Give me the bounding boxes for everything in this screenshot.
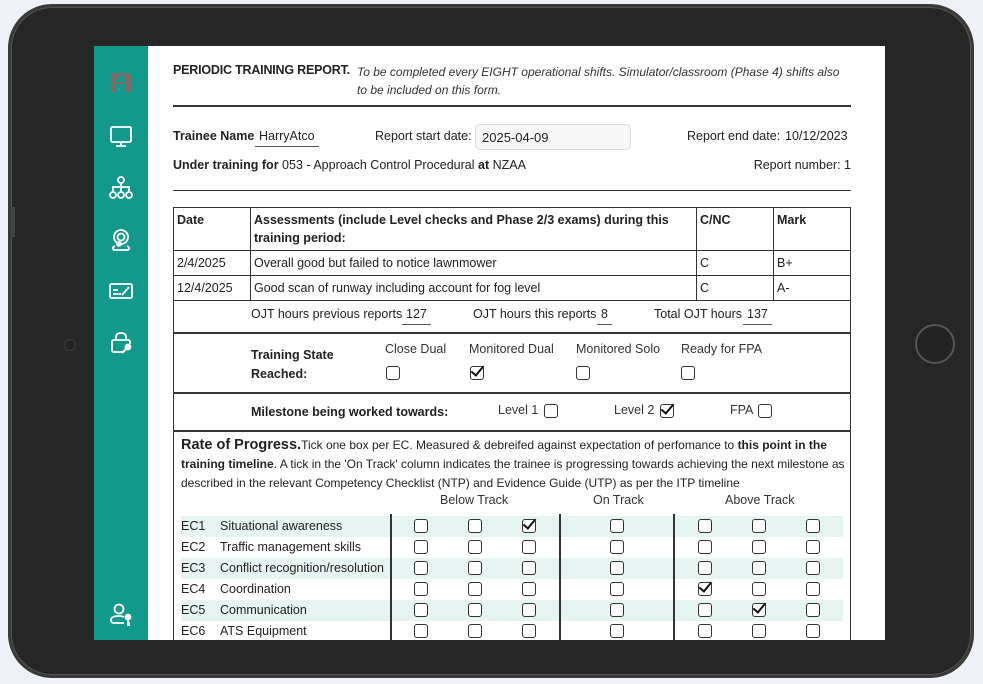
row-cnc: C [697, 251, 774, 276]
ec-name: Coordination [220, 582, 291, 596]
progress-checkbox[interactable] [806, 624, 820, 638]
progress-title: Rate of Progress. [181, 437, 302, 453]
info-divider [173, 190, 851, 191]
end-date-label: Report end date: [687, 129, 781, 143]
ec-row-ec6 [181, 621, 843, 640]
ec-code: EC6 [181, 624, 206, 638]
logo-icon[interactable] [107, 69, 135, 97]
training-state-label [251, 346, 334, 384]
progress-checkbox[interactable] [414, 540, 428, 554]
progress-checkbox[interactable] [414, 624, 428, 638]
col-below-track: Below Track [440, 493, 509, 507]
row-assessment: Overall good but failed to notice lawnmower [251, 251, 697, 276]
progress-checkbox[interactable] [610, 519, 624, 533]
milestone-level1-label: Level 1 [498, 403, 539, 417]
report-number-label: Report number: [753, 158, 841, 172]
tablet-camera [64, 339, 76, 351]
state-close-dual-checkbox[interactable] [386, 366, 400, 380]
progress-checkbox[interactable] [468, 603, 482, 617]
state-monitored-dual-checkbox[interactable] [470, 366, 484, 380]
progress-intro-bold: this point in the training timeline [181, 438, 827, 471]
progress-checkbox[interactable] [610, 624, 624, 638]
progress-checkbox[interactable] [414, 561, 428, 575]
milestone-level2-checkbox[interactable] [660, 404, 674, 418]
progress-checkbox[interactable] [806, 519, 820, 533]
app-screen [94, 46, 885, 640]
progress-checkbox[interactable] [806, 540, 820, 554]
ec-name: ATS Equipment [220, 624, 307, 638]
tablet-side-button [11, 207, 15, 237]
progress-checkbox[interactable] [522, 519, 536, 533]
progress-checkbox[interactable] [698, 561, 712, 575]
sidebar [94, 46, 148, 640]
row-mark: B+ [774, 251, 851, 276]
progress-checkbox[interactable] [522, 603, 536, 617]
progress-checkbox[interactable] [806, 561, 820, 575]
progress-checkbox[interactable] [610, 540, 624, 554]
ec-row-ec1 [181, 516, 843, 537]
ojt-this-value[interactable]: 8 [597, 307, 612, 325]
ojt-prev-value[interactable]: 127 [402, 307, 431, 325]
progress-checkbox[interactable] [522, 540, 536, 554]
progress-checkbox[interactable] [468, 540, 482, 554]
progress-checkbox[interactable] [752, 624, 766, 638]
ec-code: EC1 [181, 519, 206, 533]
progress-checkbox[interactable] [752, 561, 766, 575]
state-ready-fpa-label: Ready for FPA [681, 342, 763, 356]
progress-checkbox[interactable] [468, 582, 482, 596]
column-divider [559, 514, 561, 640]
progress-intro-text-2: . A tick in the 'On Track' column indicates the trainee is progressing towards achieving the next milestone as described in the relevant Competency Checklist (NTP) and Evidence Guide (UTP) as per the ITP timeline [181, 457, 845, 490]
progress-intro [181, 436, 845, 493]
table-row[interactable] [174, 251, 851, 276]
milestone-fpa-checkbox[interactable] [758, 404, 772, 418]
progress-checkbox[interactable] [414, 603, 428, 617]
progress-checkbox[interactable] [610, 603, 624, 617]
ec-name: Traffic management skills [220, 540, 362, 554]
training-state-section [173, 333, 851, 393]
progress-checkbox[interactable] [698, 624, 712, 638]
trainee-name-label: Trainee Name [173, 129, 255, 143]
report-instructions: To be completed every EIGHT operational shifts. Simulator/classroom (Phase 4) shifts also to be included on this form. [357, 65, 840, 97]
progress-checkbox[interactable] [610, 561, 624, 575]
training-for-row [173, 158, 851, 172]
row-date: 2/4/2025 [174, 251, 251, 276]
progress-checkbox[interactable] [752, 603, 766, 617]
ec-name: Conflict recognition/resolution [220, 561, 384, 575]
ec-name: Situational awareness [220, 519, 343, 533]
progress-checkbox[interactable] [522, 561, 536, 575]
assessments-table [173, 207, 851, 301]
training-for-label: Under training for [173, 158, 279, 172]
progress-checkbox[interactable] [806, 582, 820, 596]
ec-code: EC4 [181, 582, 206, 596]
training-for-value: 053 - Approach Control Procedural [282, 158, 475, 172]
ojt-this-label: OJT hours this reports [473, 307, 597, 321]
ojt-hours-section [173, 298, 851, 333]
state-monitored-solo-checkbox[interactable] [576, 366, 590, 380]
progress-checkbox[interactable] [522, 624, 536, 638]
ec-row-ec4 [181, 579, 843, 600]
progress-checkbox[interactable] [752, 540, 766, 554]
state-monitored-solo-label: Monitored Solo [576, 342, 661, 356]
ec-row-ec5 [181, 600, 843, 621]
milestone-section [173, 393, 851, 431]
ojt-total-label: Total OJT hours [654, 307, 743, 321]
end-date-value: 10/12/2023 [785, 129, 848, 143]
ojt-prev-label: OJT hours previous reports [251, 307, 403, 321]
user-key-icon[interactable] [107, 601, 135, 629]
ec-code: EC3 [181, 561, 206, 575]
progress-intro-text-1: Tick one box per EC. Measured & debreifed against expectation of perfomance to [301, 438, 738, 452]
location-value: NZAA [492, 158, 526, 172]
column-divider [390, 514, 392, 640]
ec-code: EC2 [181, 540, 206, 554]
progress-checkbox[interactable] [610, 582, 624, 596]
start-date-label: Report start date: [375, 129, 472, 143]
progress-checkbox[interactable] [752, 519, 766, 533]
col-mark: Mark [774, 208, 851, 251]
progress-checkbox[interactable] [698, 582, 712, 596]
progress-checkbox[interactable] [806, 603, 820, 617]
milestone-level2-label: Level 2 [614, 403, 655, 417]
tablet-home-button[interactable] [915, 324, 955, 364]
trainee-info-row [173, 124, 851, 150]
ec-row-ec3 [181, 558, 843, 579]
progress-checkbox[interactable] [468, 519, 482, 533]
ec-row-ec2 [181, 537, 843, 558]
progress-checkbox[interactable] [414, 519, 428, 533]
rate-of-progress-section [173, 431, 851, 640]
progress-checkbox[interactable] [522, 582, 536, 596]
progress-checkbox[interactable] [698, 519, 712, 533]
trainee-name-field[interactable]: HarryAtco [255, 129, 319, 147]
progress-checkbox[interactable] [698, 603, 712, 617]
org-chart-icon[interactable] [107, 174, 135, 202]
ec-code: EC5 [181, 603, 206, 617]
user-location-icon[interactable] [107, 226, 135, 254]
progress-checkbox[interactable] [414, 582, 428, 596]
assessments-header-row [174, 208, 851, 251]
progress-checkbox[interactable] [752, 582, 766, 596]
progress-checkbox[interactable] [698, 540, 712, 554]
row-assessment: Good scan of runway including account for fog level [251, 276, 697, 301]
start-date-input[interactable] [475, 124, 631, 150]
milestone-fpa-label: FPA [730, 403, 754, 417]
state-ready-fpa-checkbox[interactable] [681, 366, 695, 380]
training-state-label-line2: Reached: [251, 367, 308, 381]
at-label: at [478, 158, 490, 172]
ec-name: Communication [220, 603, 307, 617]
header-divider [173, 105, 851, 107]
row-mark: A- [774, 276, 851, 301]
milestone-label: Milestone being worked towards: [251, 405, 449, 419]
row-cnc: C [697, 276, 774, 301]
col-date: Date [174, 208, 251, 251]
col-cnc: C/NC [697, 208, 774, 251]
row-date: 12/4/2025 [174, 276, 251, 301]
state-close-dual-label: Close Dual [385, 342, 447, 356]
ojt-total-value: 137 [743, 307, 772, 325]
id-card-icon[interactable] [107, 277, 135, 305]
state-monitored-dual-label: Monitored Dual [469, 342, 554, 356]
col-above-track: Above Track [725, 493, 795, 507]
col-on-track: On Track [593, 493, 644, 507]
progress-checkbox[interactable] [468, 561, 482, 575]
report-title: PERIODIC TRAINING REPORT. [173, 63, 350, 77]
training-state-label-line1: Training State [251, 348, 334, 362]
progress-checkbox[interactable] [468, 624, 482, 638]
lock-key-icon[interactable] [107, 329, 135, 357]
report-number-value: 1 [844, 158, 851, 172]
column-divider [673, 514, 675, 640]
table-row[interactable] [174, 276, 851, 301]
col-assessment: Assessments (include Level checks and Phase 2/3 exams) during this training period: [251, 208, 697, 251]
monitor-icon[interactable] [107, 123, 135, 151]
milestone-level1-checkbox[interactable] [544, 404, 558, 418]
